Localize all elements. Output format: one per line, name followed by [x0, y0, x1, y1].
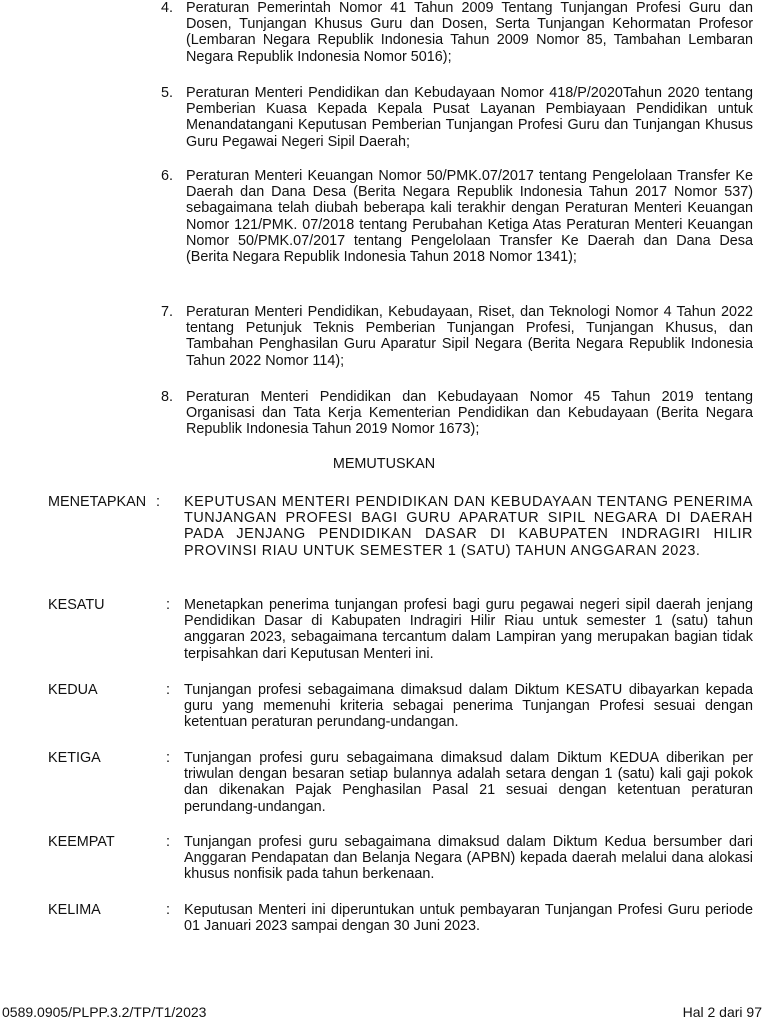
diktum-colon: :: [166, 902, 170, 918]
page-number: Hal 2 dari 97: [682, 1004, 762, 1020]
legal-basis-item-7: [161, 304, 753, 369]
diktum-label: KESATU: [48, 597, 105, 613]
item-number: 7.: [161, 304, 174, 320]
item-number: 4.: [161, 0, 174, 16]
item-text: Peraturan Menteri Pendidikan, Kebudayaan, Riset, dan Teknologi Nomor 4 Tahun 2022 tentang Petunjuk Teknis Pemberian Tunjangan Profesi, Tunjangan Khusus, dan Tambahan Penghasilan Guru Aparatur Sipil Negara (Berita Negara Republik Indonesia Tahun 2022 Nomor 114);: [186, 304, 753, 369]
legal-basis-item-6: [161, 168, 753, 265]
diktum-label: KEDUA: [48, 682, 98, 698]
diktum-colon: :: [166, 597, 170, 613]
diktum-label: KEEMPAT: [48, 834, 115, 850]
item-text: Peraturan Menteri Pendidikan dan Kebudayaan Nomor 418/P/2020Tahun 2020 tentang Pemberian Kuasa Kepada Kepala Pusat Layanan Pembiayaan Pendidikan untuk Menandatangani Keputusan Pemberian Tunjangan Profesi Guru dan Tunjangan Khusus Guru Pegawai Negeri Sipil Daerah;: [186, 85, 753, 150]
diktum-kesatu: [48, 597, 753, 663]
diktum-kelima: [48, 902, 753, 936]
diktum-text: Keputusan Menteri ini diperuntukan untuk pembayaran Tunjangan Profesi Guru periode 01 Januari 2023 sampai dengan 30 Juni 2023.: [184, 902, 753, 935]
diktum-colon: :: [166, 750, 170, 766]
diktum-text: Tunjangan profesi guru sebagaimana dimaksud dalam Diktum KEDUA diberikan per triwulan dengan besaran setiap bulannya adalah setara dengan 1 (satu) kali gaji pokok dan dikenakan Pajak Penghasilan Pasal 21 sesuai dengan ketentuan peraturan perundang-undangan.: [184, 750, 753, 815]
diktum-ketiga: [48, 750, 753, 816]
diktum-label: KETIGA: [48, 750, 101, 766]
menetapkan-row: [48, 494, 753, 574]
item-text: Peraturan Menteri Keuangan Nomor 50/PMK.07/2017 tentang Pengelolaan Transfer Ke Daerah dan Dana Desa (Berita Negara Republik Indonesia Tahun 2017 Nomor 537) sebagaimana telah diubah beberapa kali terakhir dengan Peraturan Menteri Keuangan Nomor 121/PMK. 07/2018 tentang Perubahan Ketiga Atas Peraturan Menteri Keuangan Nomor 50/PMK.07/2017 tentang Pengelolaan Transfer Ke Daerah dan Dana Desa (Berita Negara Republik Indonesia Tahun 2018 Nomor 1341);: [186, 168, 753, 266]
diktum-text: Menetapkan penerima tunjangan profesi bagi guru pegawai negeri sipil daerah jenjang Pendidikan Dasar di Kabupaten Indragiri Hilir Riau untuk semester 1 (satu) tahun anggaran 2023, sebagaimana tercantum dalam Lampiran yang merupakan bagian tidak terpisahkan dari Keputusan Menteri ini.: [184, 597, 753, 662]
diktum-keempat: [48, 834, 753, 884]
legal-basis-item-8: [161, 389, 753, 438]
menetapkan-colon: :: [156, 494, 160, 510]
diktum-kedua: [48, 682, 753, 732]
menetapkan-label: MENETAPKAN: [48, 494, 147, 510]
diktum-text: Tunjangan profesi sebagaimana dimaksud dalam Diktum KESATU dibayarkan kepada guru yang memenuhi kriteria sebagai penerima Tunjangan Profesi sesuai dengan ketentuan peraturan perundang-undangan.: [184, 682, 753, 731]
diktum-label: KELIMA: [48, 902, 101, 918]
menetapkan-text: KEPUTUSAN MENTERI PENDIDIKAN DAN KEBUDAYAAN TENTANG PENERIMA TUNJANGAN PROFESI BAGI GURU APARATUR SIPIL NEGARA DI DAERAH PADA JENJANG PENDIDIKAN DASAR DI KABUPATEN INDRAGIRI HILIR PROVINSI RIAU UNTUK SEMESTER 1 (SATU) TAHUN ANGGARAN 2023.: [184, 494, 753, 559]
item-text: Peraturan Menteri Pendidikan dan Kebudayaan Nomor 45 Tahun 2019 tentang Organisasi dan Tata Kerja Kementerian Pendidikan dan Kebudayaan (Berita Negara Republik Indonesia Tahun 2019 Nomor 1673);: [186, 389, 753, 438]
item-number: 5.: [161, 85, 174, 101]
legal-basis-item-4: [161, 0, 753, 65]
document-number: 0589.0905/PLPP.3.2/TP/T1/2023: [2, 1004, 207, 1020]
legal-basis-item-5: [161, 85, 753, 150]
item-number: 6.: [161, 168, 174, 184]
diktum-colon: :: [166, 682, 170, 698]
item-number: 8.: [161, 389, 174, 405]
decision-heading: MEMUTUSKAN: [332, 456, 436, 472]
diktum-colon: :: [166, 834, 170, 850]
diktum-text: Tunjangan profesi guru sebagaimana dimaksud dalam Diktum Kedua bersumber dari Anggaran Pendapatan dan Belanja Negara (APBN) kepada daerah melalui dana alokasi khusus nonfisik pada tahun berkenaan.: [184, 834, 753, 883]
item-text: Peraturan Pemerintah Nomor 41 Tahun 2009 Tentang Tunjangan Profesi Guru dan Dosen, Tunjangan Khusus Guru dan Dosen, Serta Tunjangan Kehormatan Profesor (Lembaran Negara Republik Indonesia Tahun 2009 Nomor 85, Tambahan Lembaran Negara Republik Indonesia Nomor 5016);: [186, 0, 753, 65]
